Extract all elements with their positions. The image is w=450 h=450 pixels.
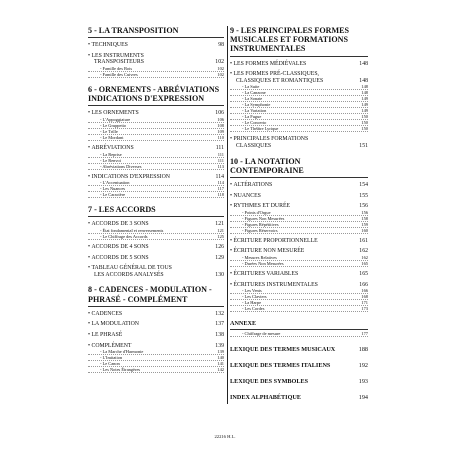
page-number: 140 [217,355,224,361]
toc-entry-continued[interactable] [230,78,368,85]
page-number: 102 [215,59,224,66]
toc-entry[interactable] [230,71,368,78]
entry-title: - Abréviations Diverses [100,163,142,169]
toc-entry-continued[interactable] [230,143,368,150]
toc-entry[interactable] [88,244,224,251]
entry-title: - Famille des Bois [100,65,133,71]
toc-entry[interactable] [88,221,224,228]
toc-subentry[interactable] [230,228,368,234]
page-number: 150 [361,126,368,132]
lexicon-entry[interactable] [230,362,368,369]
toc-subentry[interactable] [88,192,224,198]
section-heading: 8 - CADENCES - MODULATION - PHRASÉ - COMPLÉMENT [88,285,224,306]
toc-entry[interactable] [230,61,368,68]
section-heading: 9 - LES PRINCIPALES FORMES MUSICALES ET FORMATIONS INSTRUMENTALES [230,26,368,57]
page-number: 148 [361,90,368,96]
toc-entry[interactable] [230,136,368,143]
page-number: 173 [361,306,368,312]
page-number: 158 [361,215,368,221]
page-number: 117 [217,186,224,192]
toc-entry[interactable] [230,238,368,245]
entry-title: - La Marche d'Harmonie [100,349,144,355]
page-number: 165 [361,260,368,266]
toc-entry[interactable] [88,42,224,49]
entry-title: - Les Cordes [242,306,265,312]
page-number: 102 [217,71,224,77]
page-number: 171 [361,300,368,306]
page-number: 106 [215,110,224,117]
toc-right-column [230,26,368,401]
toc-subentry[interactable] [230,331,368,337]
entry-title: - La Harpe [242,300,262,306]
entry-title: • TABLEAU GÉNÉRAL DE TOUS [88,265,210,272]
page-number: 111 [217,151,224,157]
toc-entry[interactable] [88,145,224,152]
toc-subentry[interactable] [230,126,368,132]
page-number: 137 [215,321,224,328]
entry-title: - Famille des Cuivres [100,71,138,77]
toc-subentry[interactable] [88,135,224,141]
toc-entry-continued[interactable] [88,272,224,279]
page-number: 113 [217,163,224,169]
page-number: 114 [217,180,224,186]
toc-entry[interactable] [88,174,224,181]
toc-subentry[interactable] [230,261,368,267]
page-number: 151 [359,142,368,149]
lexicon-entry[interactable] [230,394,368,401]
toc-entry[interactable] [230,182,368,189]
entry-title: • CADENCES [88,311,210,318]
section-heading: 10 - LA NOTATION CONTEMPORAINE [230,157,368,178]
entry-title: CLASSIQUES [236,142,272,149]
entry-title: • COMPLÉMENT [88,343,210,350]
entry-title: - Le Trille [100,128,118,134]
entry-title: • LA MODULATION [88,321,210,328]
entry-title: • LE PHRASÉ [88,332,210,339]
plate-number: 22216 H.L. [214,434,236,439]
page-number: 126 [215,243,224,250]
entry-title: - Le Mordant [100,134,124,140]
entry-title: - Le Chiffrage des Accords [100,233,148,239]
entry-title: - La Symphonie [242,102,271,108]
page-number: 109 [217,128,224,134]
page-number: 138 [215,331,224,338]
page-number: 118 [217,192,224,198]
toc-subentry[interactable] [230,306,368,312]
entry-title: LES ACCORDS ANALYSÉS [94,271,164,278]
entry-title: • ÉCRITURES INSTRUMENTALES [230,282,354,289]
page-number: 194 [358,394,368,402]
page-number: 165 [359,270,368,277]
entry-title: INDEX ALPHABÉTIQUE [230,394,301,402]
entry-title: - Mesures Relatives [242,254,277,260]
entry-title: • ACCORDS DE 3 SONS [88,221,210,228]
page-number: 141 [217,361,224,367]
annexe-heading: ANNEXE [230,320,368,330]
entry-title: - Le Renvoi [100,157,121,163]
entry-title: LEXIQUE DES SYMBOLES [230,378,309,386]
page-number: 192 [358,362,368,370]
entry-title: - Le Gruppetto [100,122,127,128]
section-heading: 7 - LES ACCORDS [88,205,224,217]
toc-entry[interactable] [88,255,224,262]
entry-title: • ALTÉRATIONS [230,182,354,189]
page-number: 150 [361,120,368,126]
entry-title: • ABRÉVIATIONS [88,145,210,152]
page-number: 98 [218,42,224,49]
entry-title: TRANSPOSITEURS [94,59,144,66]
page-number: 188 [358,346,368,354]
page-number: 132 [215,310,224,317]
toc-entry[interactable] [230,271,368,278]
page-number: 154 [359,181,368,188]
page-number: 149 [361,102,368,108]
toc-entry-continued[interactable] [88,59,224,66]
toc-entry[interactable] [88,265,224,272]
page-number: 177 [361,331,368,337]
lexicon-entry[interactable] [230,346,368,353]
toc-subentry[interactable] [88,234,224,240]
entry-title: - Le Théâtre Lyrique [242,126,279,132]
entry-title: • ACCORDS DE 4 SONS [88,244,210,251]
page-number: 139 [217,349,224,355]
page-number: 162 [359,248,368,255]
entry-title: • LES FORMES MÉDIÉVALES [230,61,354,68]
entry-title: - Le Concerto [242,120,267,126]
toc-left-column [88,26,224,373]
toc-entry[interactable] [88,332,224,339]
toc-entry[interactable] [88,311,224,318]
toc-entry[interactable] [88,110,224,117]
entry-title: - Les Nuances [100,186,126,192]
page-number: 148 [359,77,368,84]
page-number: 159 [361,221,368,227]
toc-entry[interactable] [88,53,224,60]
entry-title: • RYTHMES ET DURÉE [230,203,354,210]
column-divider [227,26,228,404]
entry-title: • INDICATIONS D'EXPRESSION [88,174,210,181]
entry-title: - Figures Non Mesurées [242,215,285,221]
page-number: 139 [215,342,224,349]
page-number: 162 [361,254,368,260]
entry-title: - Les Claviers [242,294,267,300]
page-number: 168 [361,294,368,300]
page-number: 110 [217,134,224,140]
entry-title: • ÉCRITURE PROPORTIONNELLE [230,238,354,245]
entry-title: - La Suite [242,84,260,90]
page-number: 111 [217,157,224,163]
page-number: 161 [359,237,368,244]
entry-title: - Figures Répétitives [242,221,279,227]
page-number: 148 [361,84,368,90]
entry-title: - Points d'Orgue [242,209,271,215]
entry-title: - Chiffrage de mesure [242,331,281,337]
toc-subentry[interactable] [88,72,224,78]
page-number: 108 [217,122,224,128]
entry-title: - L'Accentuation [100,180,130,186]
entry-title: • LES ORNEMENTS [88,110,210,117]
toc-entry[interactable] [88,343,224,350]
entry-title: - La Fugue [242,114,262,120]
page-number: 156 [361,209,368,215]
toc-subentry[interactable] [88,367,224,373]
entry-title: - L'Imitation [100,355,123,361]
toc-subentry[interactable] [88,164,224,170]
entry-title: - La Canzone [242,90,266,96]
entry-title: - La Variation [242,108,267,114]
page-number: 111 [215,144,224,151]
page-number: 193 [358,378,368,386]
section-heading: 6 - ORNEMENTS - ABRÉVIATIONS INDICATIONS D'EXPRESSION [88,85,224,106]
entry-title: - Figures Réservoirs [242,227,278,233]
section-heading: 5 - LA TRANSPOSITION [88,26,224,38]
entry-title: • ÉCRITURES VARIABLES [230,271,354,278]
entry-title: - La Sonate [242,96,263,102]
page-number: 148 [359,60,368,67]
entry-title: CLASSIQUES ET ROMANTIQUES [236,77,324,84]
page-number: 129 [215,254,224,261]
page-number: 149 [361,108,368,114]
entry-title: • PRINCIPALES FORMATIONS [230,136,354,143]
entry-title: - Le Canon [100,361,120,367]
entry-title: - Durées Non Mesurées [242,260,284,266]
page-number: 121 [215,221,224,228]
page-number: 166 [359,281,368,288]
page-number: 156 [359,203,368,210]
page-number: 155 [359,192,368,199]
page-number: 149 [361,96,368,102]
page-number: 130 [215,271,224,278]
entry-title: LEXIQUE DES TERMES ITALIENS [230,362,331,370]
toc-entry[interactable] [230,193,368,200]
entry-title: • LES INSTRUMENTS [88,53,210,60]
entry-title: LEXIQUE DES TERMES MUSICAUX [230,346,336,354]
page-number: 125 [217,233,224,239]
entry-title: • NUANCES [230,193,354,200]
lexicon-entry[interactable] [230,378,368,385]
entry-title: • TECHNIQUES [88,42,210,49]
page-number: 150 [361,114,368,120]
entry-title: - La Reprise [100,151,122,157]
entry-title: - Les Vents [242,288,262,294]
page-number: 102 [217,65,224,71]
entry-title: - L'Appoggiature [100,116,131,122]
entry-title: - État fondamental et renversements [100,227,164,233]
toc-entry[interactable] [230,203,368,210]
entry-title: - Le Caractère [100,192,126,198]
page-number: 160 [361,227,368,233]
toc-entry[interactable] [230,248,368,255]
page-number: 121 [217,227,224,233]
page-number: 106 [217,116,224,122]
page-number: 114 [215,173,224,180]
entry-title: • ACCORDS DE 5 SONS [88,255,210,262]
page-number: 142 [217,367,224,373]
toc-entry[interactable] [88,321,224,328]
entry-title: • ÉCRITURE NON MESURÉE [230,248,354,255]
page-number: 166 [361,288,368,294]
toc-entry[interactable] [230,282,368,289]
entry-title: - Les Notes Étrangères [100,367,141,373]
entry-title: • LES FORMES PRÉ-CLASSIQUES, [230,71,354,78]
